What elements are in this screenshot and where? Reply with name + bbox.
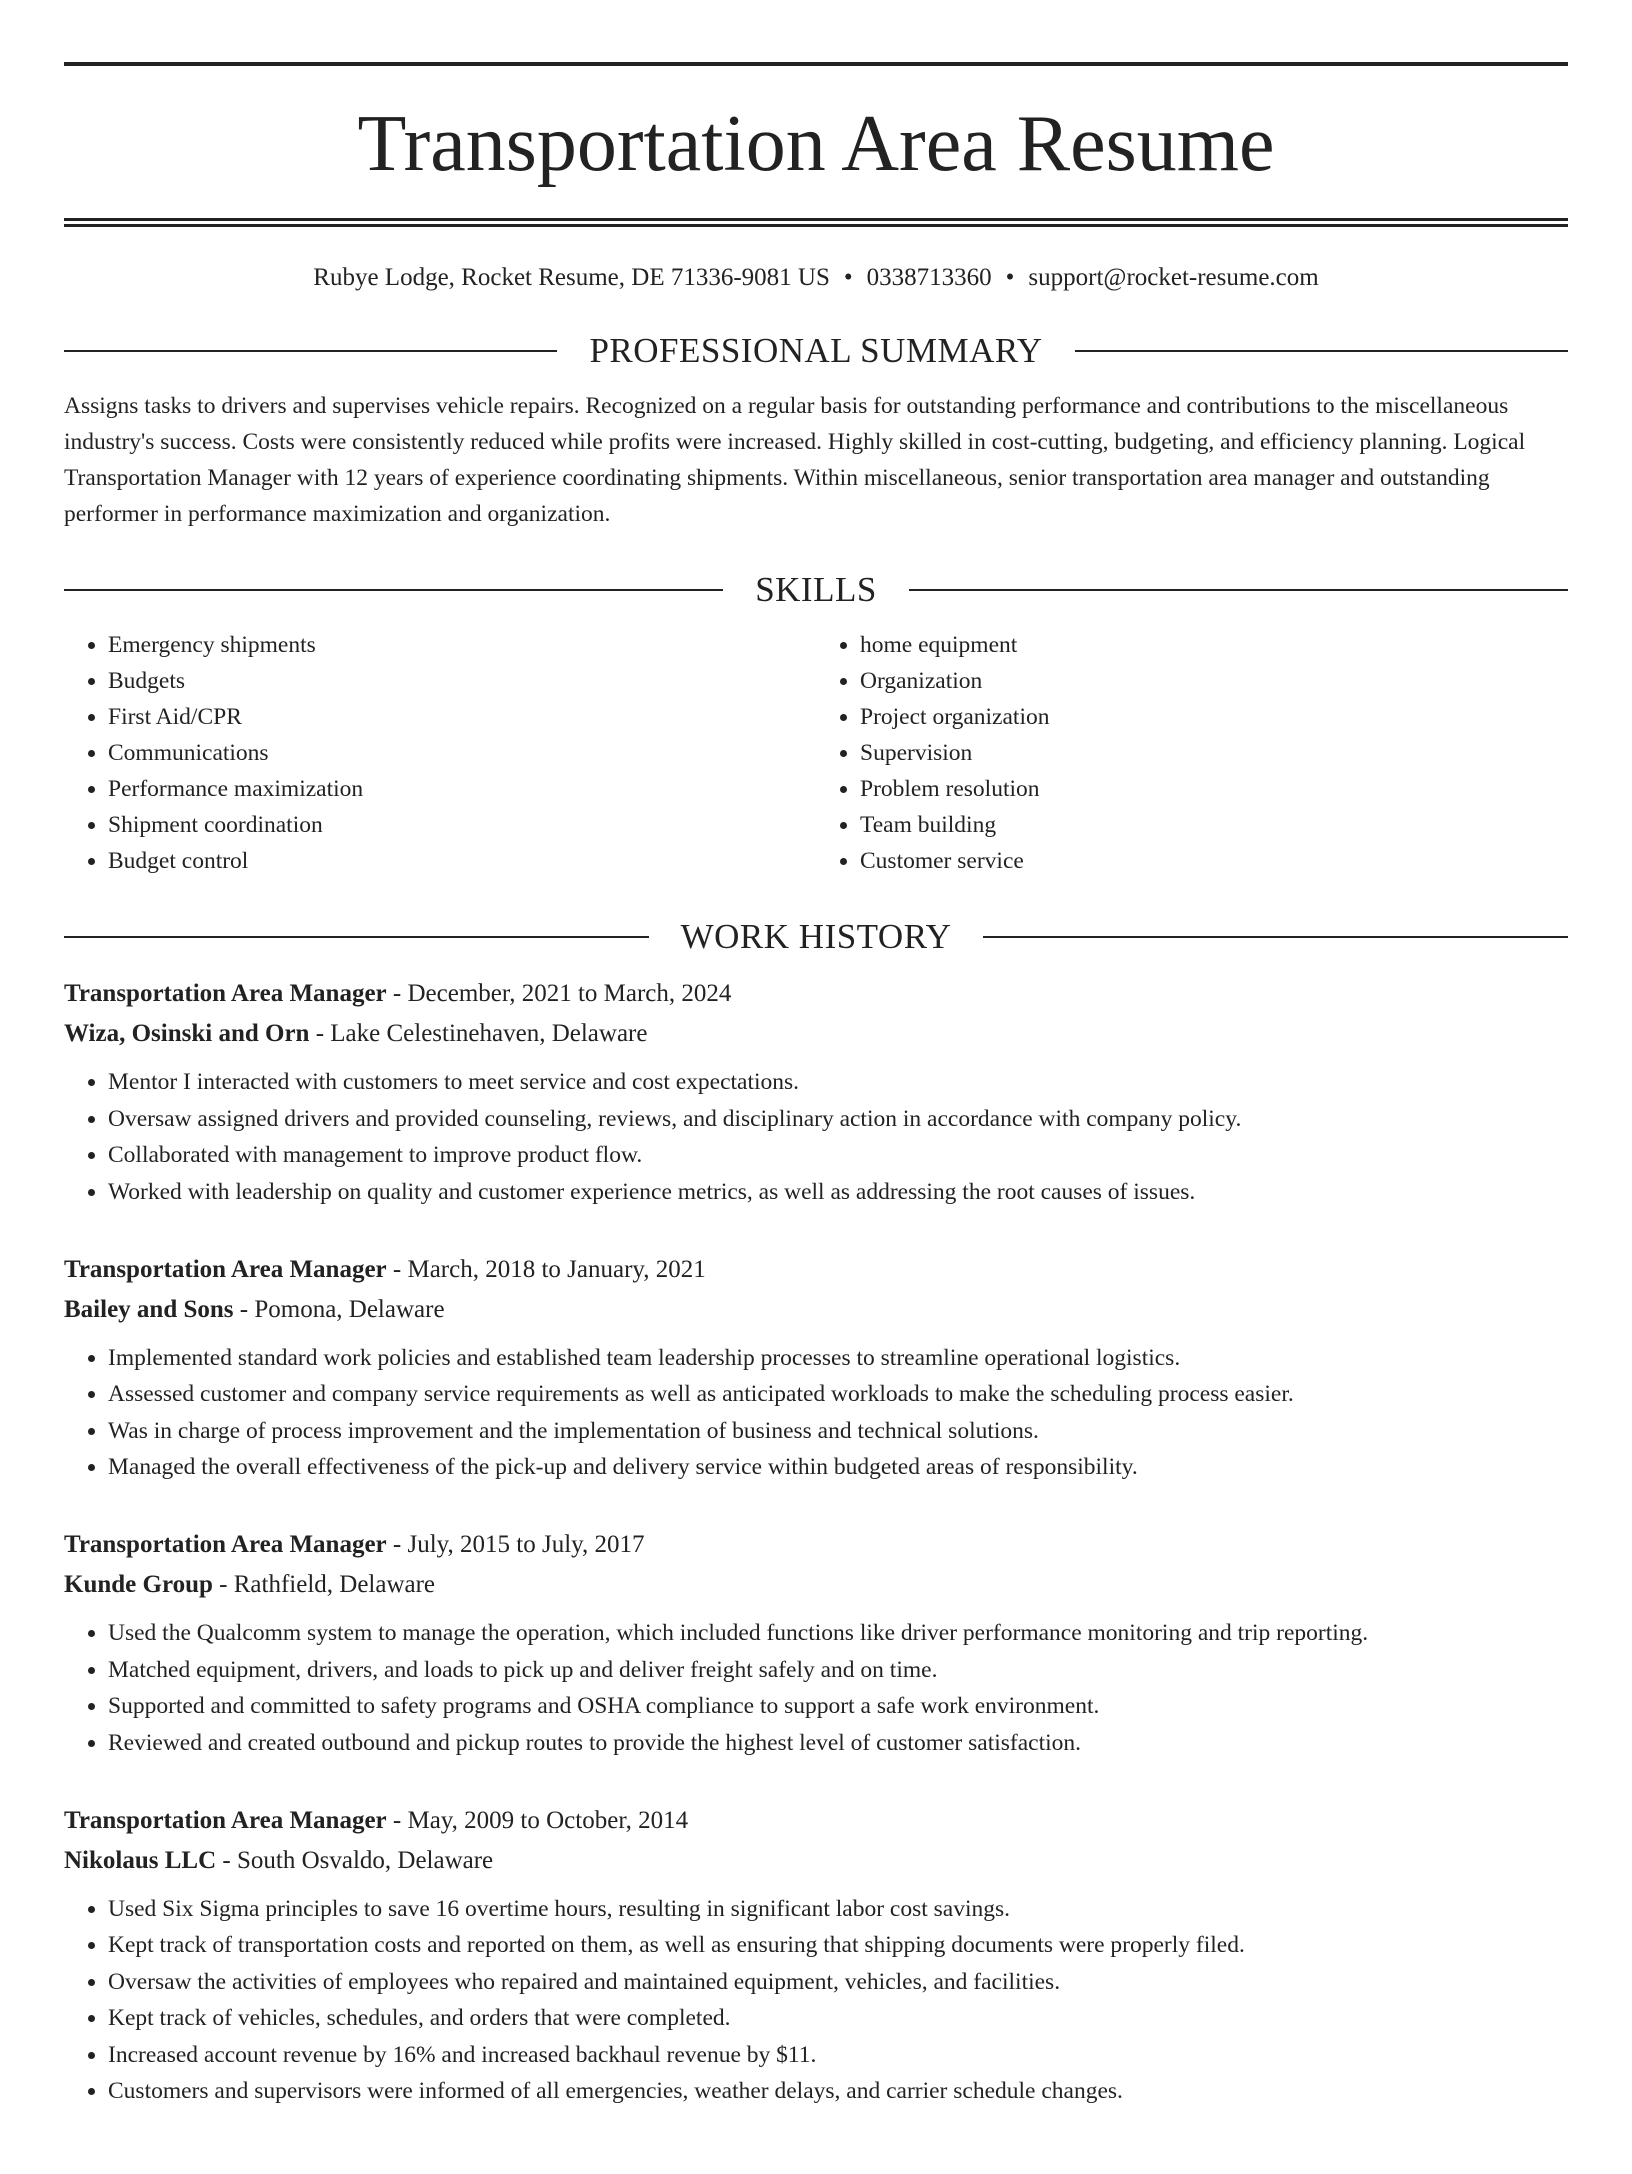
skill-item: • Team building [860, 807, 1568, 843]
job-title-line [64, 1250, 1568, 1290]
job-company-line [64, 1290, 1568, 1330]
job-dates: - December, 2021 to March, 2024 [386, 980, 732, 1007]
work-history-list [64, 974, 1568, 2109]
job-bullet: • Was in charge of process improvement and the implementation of business and technical solutions. [108, 1413, 1568, 1449]
job-bullets [64, 1891, 1568, 2110]
job-bullet: • Worked with leadership on quality and customer experience metrics, as well as addressing the root causes of issues. [108, 1174, 1568, 1210]
job-bullets [64, 1615, 1568, 1761]
job-bullet: • Supported and committed to safety programs and OSHA compliance to support a safe work environment. [108, 1688, 1568, 1724]
job-dates: - July, 2015 to July, 2017 [386, 1531, 645, 1558]
contact-address: Rubye Lodge, Rocket Resume, DE 71336-9081 US [313, 264, 830, 291]
skill-item: • Problem resolution [860, 771, 1568, 807]
job-bullet: • Implemented standard work policies and established team leadership processes to streamline operational logistics. [108, 1340, 1568, 1376]
section-rule [64, 350, 557, 352]
section-header-work [64, 919, 1568, 954]
skill-item: • Performance maximization [108, 771, 816, 807]
job-company: Kunde Group [64, 1571, 213, 1598]
skill-item: • Supervision [860, 735, 1568, 771]
job-title-line [64, 974, 1568, 1014]
job-dates: - March, 2018 to January, 2021 [386, 1255, 706, 1283]
job-company-line [64, 1014, 1568, 1054]
resume-page [0, 62, 1632, 2174]
summary-text: Assigns tasks to drivers and supervises vehicle repairs. Recognized on a regular basis for outstanding performance and contributions to the miscellaneous industry's success. Costs were consistently reduced while profits were increased. Highly skilled in cost-cutting, budgeting, and efficiency planning. Logical Transportation Manager with 12 years of experience coordinating shipments. Within miscellaneous, senior transportation area manager and outstanding performer in performance maximization and organization. [64, 393, 1526, 527]
job-title: Transportation Area Manager [64, 980, 387, 1007]
job-company: Nikolaus LLC [64, 1846, 217, 1874]
job-bullets [64, 1340, 1568, 1486]
job-location: - Rathfield, Delaware [212, 1571, 436, 1598]
job-bullet: • Collaborated with management to improve product flow. [108, 1137, 1568, 1173]
section-rule [64, 589, 723, 591]
job-entry [64, 974, 1568, 1210]
job-bullet: • Used Six Sigma principles to save 16 overtime hours, resulting in significant labor cost savings. [108, 1891, 1568, 1927]
job-location: - Pomona, Delaware [233, 1295, 445, 1323]
job-title: Transportation Area Manager [64, 1255, 387, 1283]
job-bullets [64, 1064, 1568, 1210]
section-title-summary: PROFESSIONAL SUMMARY [589, 331, 1043, 370]
job-entry [64, 1525, 1568, 1761]
job-bullet: • Matched equipment, drivers, and loads to pick up and deliver freight safely and on time. [108, 1652, 1568, 1688]
job-bullet: • Reviewed and created outbound and pickup routes to provide the highest level of customer satisfaction. [108, 1725, 1568, 1761]
skill-item: • Budgets [108, 663, 816, 699]
title-double-rule [64, 218, 1568, 227]
resume-title: Transportation Area Resume [357, 100, 1275, 188]
section-title-skills: SKILLS [755, 570, 877, 609]
skill-item: • Budget control [108, 843, 816, 879]
skill-item: • Emergency shipments [108, 627, 816, 663]
job-location: - South Osvaldo, Delaware [216, 1846, 494, 1874]
skills-column-right [816, 627, 1568, 879]
section-rule [64, 936, 649, 938]
job-company: Bailey and Sons [64, 1295, 234, 1323]
skill-item: • home equipment [860, 627, 1568, 663]
job-location: - Lake Celestinehaven, Delaware [309, 1020, 648, 1047]
skills-grid [64, 627, 1568, 879]
job-company-line [64, 1565, 1568, 1605]
job-bullet: • Managed the overall effectiveness of the pick-up and delivery service within budgeted areas of responsibility. [108, 1449, 1568, 1485]
skills-column-left [64, 627, 816, 879]
skill-item: • Organization [860, 663, 1568, 699]
job-bullet: • Customers and supervisors were informed of all emergencies, weather delays, and carrier schedule changes. [108, 2073, 1568, 2109]
skill-item: • Project organization [860, 699, 1568, 735]
contact-email: support@rocket-resume.com [1028, 264, 1319, 291]
job-bullet: • Assessed customer and company service requirements as well as anticipated workloads to make the scheduling process easier. [108, 1376, 1568, 1412]
contact-phone: 0338713360 [866, 264, 992, 291]
section-rule [983, 936, 1568, 938]
job-bullet: • Kept track of transportation costs and reported on them, as well as ensuring that shipping documents were properly filed. [108, 1927, 1568, 1963]
skill-item: • Customer service [860, 843, 1568, 879]
top-rule [64, 62, 1568, 66]
section-header-skills [64, 572, 1568, 607]
job-title: Transportation Area Manager [64, 1806, 387, 1834]
job-bullet: • Kept track of vehicles, schedules, and orders that were completed. [108, 2000, 1568, 2036]
skill-item: • Communications [108, 735, 816, 771]
job-title-line [64, 1525, 1568, 1565]
section-rule [909, 589, 1568, 591]
job-title: Transportation Area Manager [64, 1531, 387, 1558]
skill-item: • Shipment coordination [108, 807, 816, 843]
contact-separator: • [1005, 264, 1015, 291]
contact-line [64, 263, 1568, 293]
job-bullet: • Used the Qualcomm system to manage the operation, which included functions like driver performance monitoring and trip reporting. [108, 1615, 1568, 1651]
section-title-work: WORK HISTORY [680, 917, 952, 956]
skill-item: • First Aid/CPR [108, 699, 816, 735]
contact-separator: • [843, 264, 853, 291]
job-dates: - May, 2009 to October, 2014 [386, 1806, 689, 1834]
section-rule [1075, 350, 1568, 352]
job-entry [64, 1801, 1568, 2110]
job-company: Wiza, Osinski and Orn [64, 1020, 310, 1047]
section-header-summary [64, 333, 1568, 368]
job-bullet: • Oversaw assigned drivers and provided counseling, reviews, and disciplinary action in accordance with company policy. [108, 1101, 1568, 1137]
job-company-line [64, 1841, 1568, 1881]
job-bullet: • Oversaw the activities of employees who repaired and maintained equipment, vehicles, and facilities. [108, 1964, 1568, 2000]
job-bullet: • Increased account revenue by 16% and increased backhaul revenue by $11. [108, 2037, 1568, 2073]
job-entry [64, 1250, 1568, 1486]
job-bullet: • Mentor I interacted with customers to meet service and cost expectations. [108, 1064, 1568, 1100]
job-title-line [64, 1801, 1568, 1841]
